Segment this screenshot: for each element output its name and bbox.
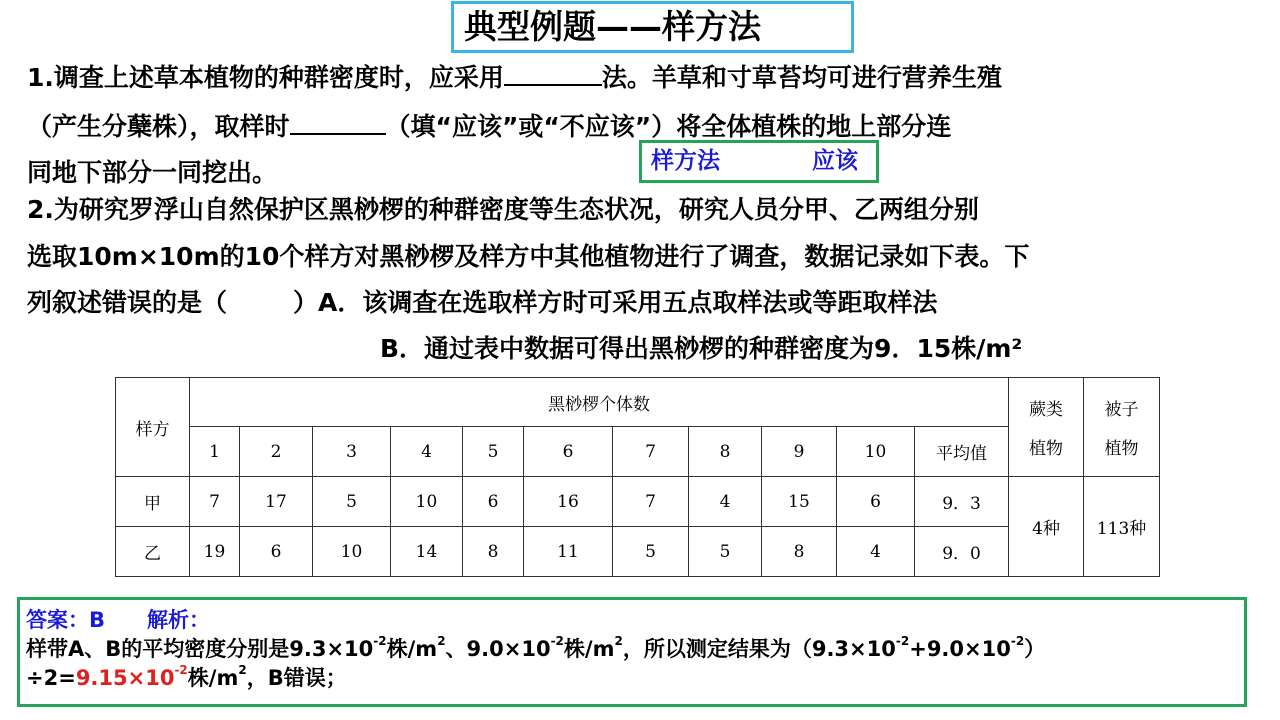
sample-data-table [115,377,1160,577]
sample-number: 1 [190,427,240,477]
page-title: 典型例题——样方法 [451,1,854,53]
q1-line1-text-a: 1.调查上述草本植物的种群密度时，应采用 [27,63,504,92]
table-cell: 6 [240,527,313,577]
question2-line3 [27,288,937,318]
table-cell: 17 [240,477,313,527]
table-cell: 16 [524,477,613,527]
q2-line3-text-a: 列叙述错误的是（ [27,288,228,317]
table-cell: 10 [391,477,463,527]
angio-value: 113种 [1084,477,1160,577]
analysis-line1: 样带A、B的平均密度分别是$9.3\times 10^{-2}$株$/m^2$、$9.0\times 10^{-2}$株$/m^2$，所以测定结果为$(9.3\times 10^{-2}+9.0\times 10^{-2})$ [26,634,1046,661]
analysis-label: 解析： [147,608,211,632]
table-cell: 5 [613,527,689,577]
answer-box [17,597,1247,707]
table-cell: 11 [524,527,613,577]
fern-value: 4种 [1009,477,1084,577]
sample-number: 2 [240,427,313,477]
table-cell: 7 [613,477,689,527]
table-cell: 5 [313,477,391,527]
q1-line2-text-b: （填“应该”或“不应该”）将全体植株的地上部分连 [385,112,952,141]
question2-line4: B．通过表中数据可得出黑桫椤的种群密度为9．15株/m² [380,334,1023,363]
avg-cell: 9．3 [915,477,1009,527]
table-cell: 15 [762,477,837,527]
row-label-yi: 乙 [116,527,190,577]
sample-number: 10 [837,427,915,477]
blank-should [290,111,386,135]
avg-cell: 9．0 [915,527,1009,577]
table-cell: 8 [762,527,837,577]
table-cell: 4 [837,527,915,577]
result-value: $9.15\times 10^{-2}$ [75,663,188,690]
header-angio: 被子 植物 [1084,378,1160,477]
sample-number: 9 [762,427,837,477]
sample-number: 6 [524,427,613,477]
q2-line3-text-b: ）A．该调查在选取样方时可采用五点取样法或等距取样法 [293,288,938,317]
answer-should: 应该 [812,148,858,174]
table-cell: 10 [313,527,391,577]
sample-number: 3 [313,427,391,477]
table-cell: 6 [463,477,524,527]
q1-line1-text-b: 法。羊草和寸草苔均可进行营养生殖 [601,63,1002,92]
table-cell: 14 [391,527,463,577]
row-label-jia: 甲 [116,477,190,527]
answer-method: 样方法 [651,148,720,174]
question1-line3: 同地下部分一同挖出。 [27,158,278,187]
table-cell: 4 [689,477,762,527]
table-cell: 8 [463,527,524,577]
question2-line1: 2.为研究罗浮山自然保护区黑桫椤的种群密度等生态状况，研究人员分甲、乙两组分别 [27,195,979,224]
q1-line2-text-a: （产生分蘖株），取样时 [27,112,290,141]
header-fern: 蕨类 植物 [1009,378,1084,477]
table-cell: 5 [689,527,762,577]
sample-number: 7 [613,427,689,477]
avg-header: 平均值 [915,427,1009,477]
question1-line1 [27,62,1002,93]
sample-number: 4 [391,427,463,477]
question1-line2 [27,111,951,142]
analysis-line2: $\div 2=9.15\times 10^{-2}$株$/m^2$，B错误； [26,663,347,690]
q1-answer-box [639,140,879,183]
table-cell: 19 [190,527,240,577]
header-sample: 样方 [116,378,190,477]
header-count: 黑桫椤个体数 [190,378,1009,427]
sample-number: 8 [689,427,762,477]
table-cell: 7 [190,477,240,527]
answer-label: 答案：B [26,608,106,632]
table-cell: 6 [837,477,915,527]
question2-line2: 选取10m×10m的10个样方对黑桫椤及样方中其他植物进行了调查，数据记录如下表。下 [27,242,1030,271]
blank-method [504,62,602,86]
answer-heading [26,606,1244,635]
sample-number: 5 [463,427,524,477]
